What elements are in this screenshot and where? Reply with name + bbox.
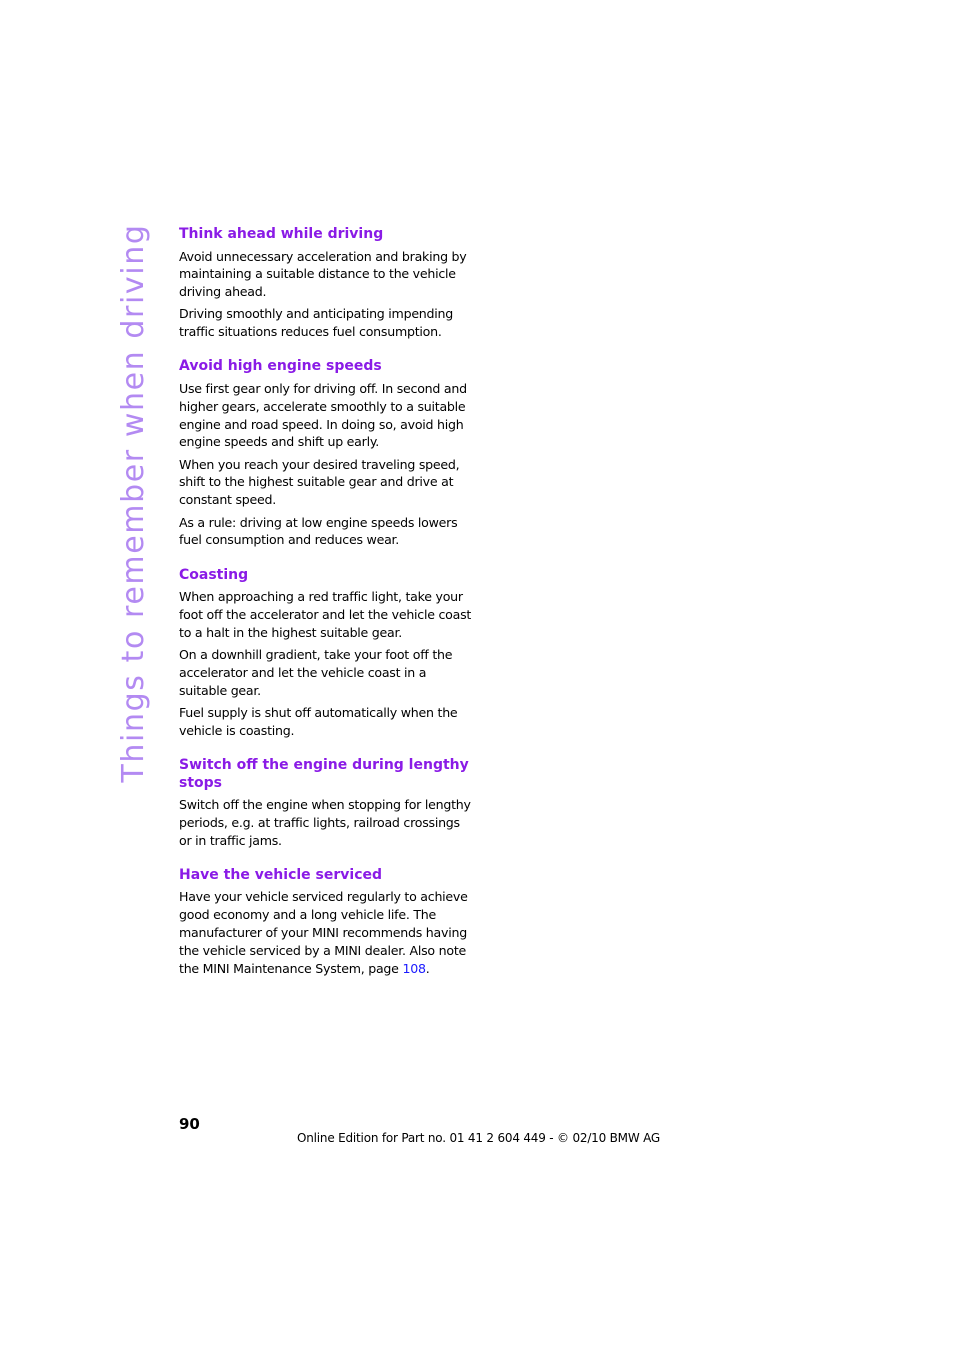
page-number: 90 [179, 1115, 200, 1133]
paragraph: As a rule: driving at low engine speeds lowers fuel consumption and reduces wear. [179, 514, 458, 548]
section-think-ahead [179, 226, 475, 341]
paragraph: Switch off the engine when stopping for lengthy periods, e.g. at traffic lights, railroad crossings or in traffic jams. [179, 797, 471, 848]
main-content [179, 226, 475, 982]
section-avoid-high-engine-speeds [179, 358, 475, 549]
section-switch-off-engine [179, 757, 475, 849]
paragraph: Driving smoothly and anticipating impending traffic situations reduces fuel consumption. [179, 306, 454, 340]
paragraph-end: . [425, 960, 430, 976]
section-coasting [179, 567, 475, 740]
section-heading: Avoid high engine speeds [179, 358, 382, 375]
section-heading: Think ahead while driving [179, 226, 384, 242]
section-vehicle-serviced [179, 867, 475, 977]
footer-edition-note: Online Edition for Part no. 01 41 2 604 449 - © 02/10 BMW AG [297, 1131, 661, 1145]
side-chapter-title: Things to remember when driving [116, 223, 151, 783]
page-reference-link[interactable]: 108 [402, 960, 426, 976]
paragraph: Fuel supply is shut off automatically when the vehicle is coasting. [179, 704, 458, 738]
paragraph: When you reach your desired traveling speed, shift to the highest suitable gear and drive at constant speed. [179, 456, 460, 508]
paragraph: Use first gear only for driving off. In second and higher gears, accelerate smoothly to a suitable engine and road speed. In doing so, avoid high engine speeds and shift up early. [179, 380, 467, 450]
section-heading: Coasting [179, 566, 249, 583]
section-heading: Switch off the engine during lengthy stops [179, 757, 469, 791]
paragraph: When approaching a red traffic light, take your foot off the accelerator and let the vehicle coast to a halt in the highest suitable gear. [179, 589, 472, 640]
paragraph-text: Have your vehicle serviced regularly to achieve good economy and a long vehicle life. The manufacturer of your MINI recommends having the vehicle serviced by a MINI dealer. Also note the MINI Maintenance System, page [179, 889, 468, 976]
paragraph [179, 888, 475, 977]
section-heading: Have the vehicle serviced [179, 866, 383, 883]
paragraph: Avoid unnecessary acceleration and braking by maintaining a suitable distance to the vehicle driving ahead. [179, 248, 467, 300]
paragraph: On a downhill gradient, take your foot off the accelerator and let the vehicle coast in a suitable gear. [179, 647, 453, 698]
